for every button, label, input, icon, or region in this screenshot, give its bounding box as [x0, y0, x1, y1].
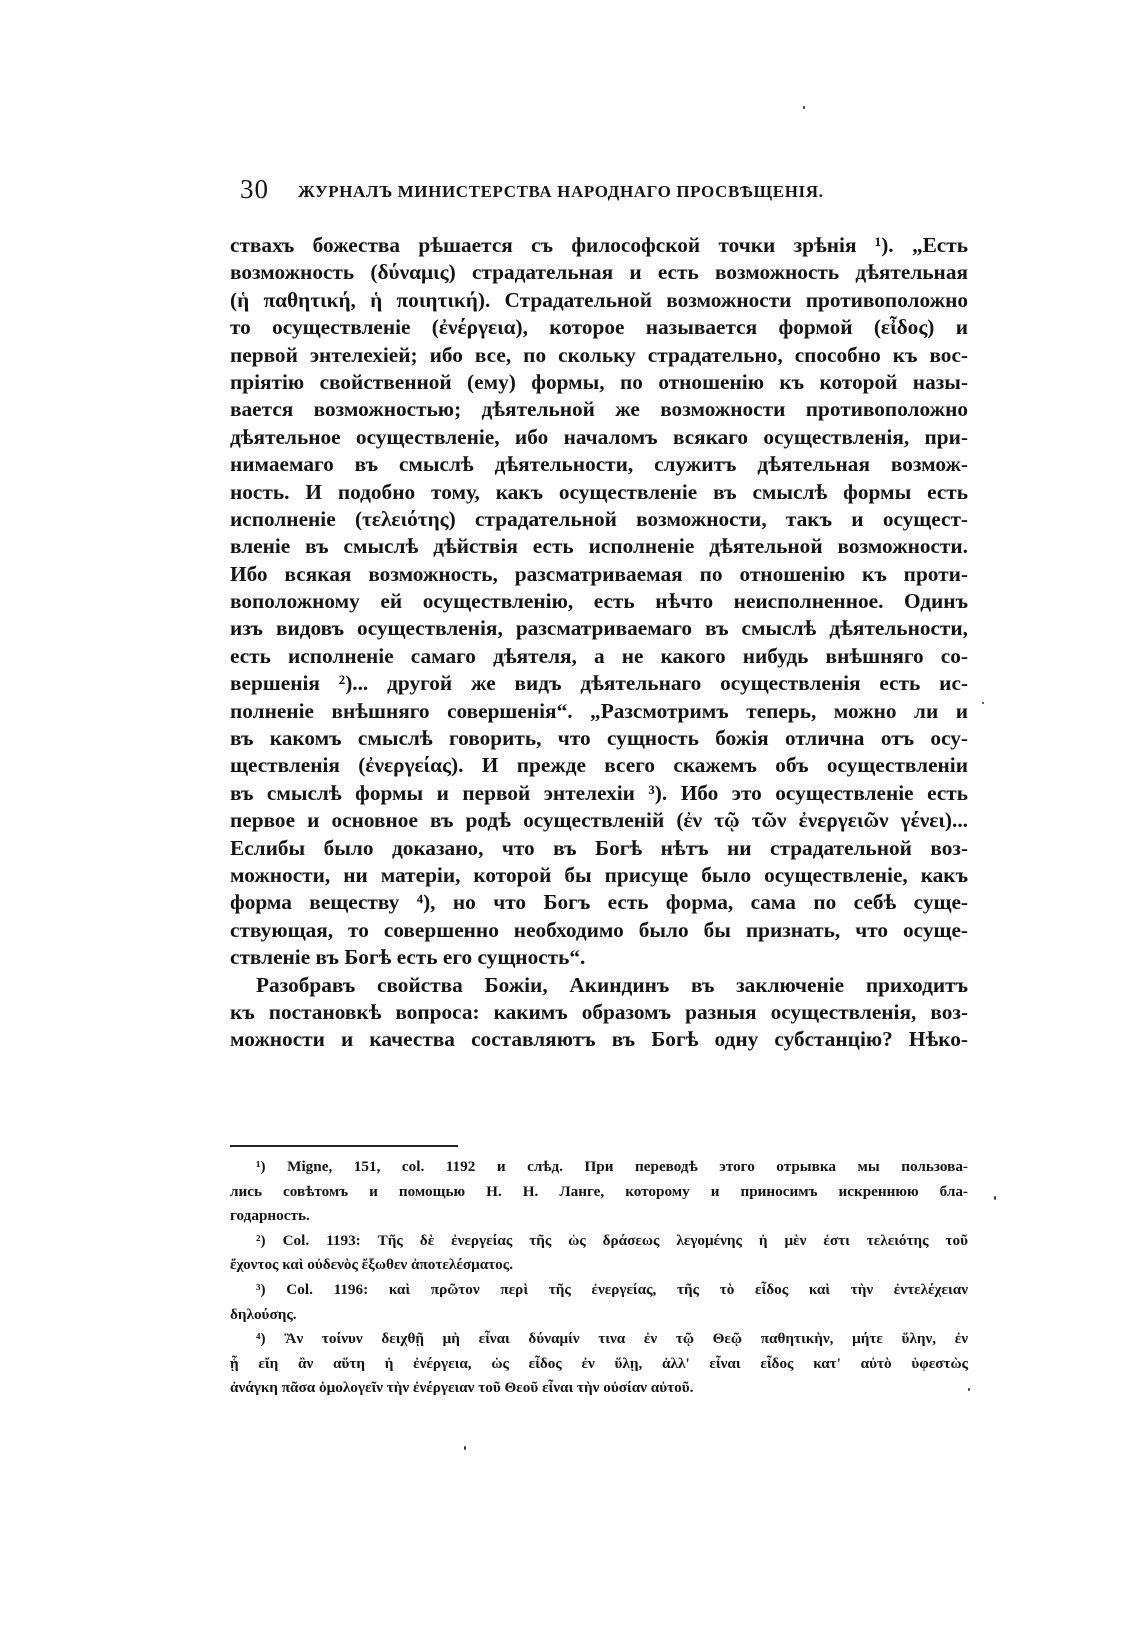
text-line: нимаемаго въ смыслѣ дѣятельности, служитъ дѣятельная возмож- [230, 452, 968, 477]
text-line: къ постановкѣ вопроса: какимъ образомъ разныя осуществленія, воз- [230, 999, 968, 1024]
text-line: ствахъ божества рѣшается съ философской точки зрѣнія ¹). „Есть [230, 233, 968, 257]
scan-speck [464, 1446, 466, 1450]
text-line: Ибо всякая возможность, разсматриваемая по отношенію къ проти- [230, 561, 968, 586]
running-title: ЖУРНАЛЪ МИНИСТЕРСТВА НАРОДНАГО ПРОСВѢЩЕНІЯ. [298, 182, 824, 201]
footnote-line: δηλούσης. [230, 1305, 297, 1323]
text-line: пріятію свойственной (ему) формы, по отношенію къ которой назы- [230, 369, 968, 394]
text-line: полненіе внѣшняго совершенія“. „Разсмотримъ теперь, можно ли и [230, 698, 968, 723]
text-line: ществленія (ἐνεργείας). И прежде всего скажемъ объ осуществленіи [230, 753, 968, 778]
text-line: вленіе въ смыслѣ дѣйствія есть исполненіе дѣятельной возможности. [230, 534, 968, 559]
text-line: вершенія ²)... другой же видъ дѣятельнаго осуществленія есть ис- [230, 671, 968, 696]
text-line: есть исполненіе самаго дѣятеля, а не какого нибудь внѣшняго со- [230, 643, 968, 668]
text-line: ствующая, то совершенно необходимо было бы признать, что осуще- [230, 917, 968, 942]
text-line: изъ видовъ осуществленія, разсматриваемаго въ смыслѣ дѣятельности, [230, 616, 968, 641]
footnote-line: ⁴) Ἂν τοίνυν δειχθῇ μὴ εἶναι δύναμίν τινα ἐν τῷ Θεῷ παθητικὴν, μήτε ὕλην, ἐν [256, 1330, 968, 1348]
footnotes [230, 1155, 968, 1401]
footnote-line: ᾗ εἴη ἂν αὕτη ἡ ἐνέργεια, ὡς εἶδος ἐν ὕλῃ, ἀλλ' εἶναι εἶδος κατ' αὐτὸ ὑφεστὼς [230, 1354, 968, 1372]
text-line: первое и основное въ родѣ осуществленій (ἐν τῷ τῶν ἐνεργειῶν γένει)... [230, 808, 968, 833]
footnote-line: ²) Col. 1193: Τῆς δὲ ἐνεργείας τῆς ὡς δράσεως λεγομένης ἡ μὲν ἐστι τελειότης τοῦ [256, 1231, 968, 1249]
scan-speck [982, 702, 984, 704]
text-line: вается возможностью; дѣятельной же возможности противоположно [230, 397, 968, 422]
text-line: можности и качества составляютъ въ Богѣ одну субстанцію? Нѣко- [230, 1027, 968, 1052]
footnote-line: ἔχοντος καὶ οὐδενὸς ἔξωθεν ἀποτελέσματος. [230, 1256, 513, 1274]
footnote-line: ³) Col. 1196: καὶ πρῶτον περὶ τῆς ἐνεργείας, τῆς τὸ εἶδος καὶ τὴν ἐντελέχειαν [256, 1280, 968, 1298]
text-line: воположному ей осуществленію, есть нѣчто неисполненное. Одинъ [230, 589, 968, 614]
text-line: первой энтелехіей; ибо все, по скольку страдательно, способно къ вос- [230, 342, 968, 367]
text-line: дѣятельное осуществленіе, ибо началомъ всякаго осуществленія, при- [230, 424, 968, 449]
footnote-line: лись совѣтомъ и помощью Н. Н. Ланге, которому и приносимъ искреннюю бла- [230, 1182, 968, 1200]
text-line: то осуществленіе (ἐνέργεια), которое называется формой (εἶδος) и [230, 315, 968, 340]
text-line: Еслибы было доказано, что въ Богѣ нѣтъ ни страдательной воз- [230, 835, 968, 860]
main-text [230, 232, 968, 1054]
footnote-line: годарность. [230, 1207, 310, 1225]
paragraph-start-line: Разобравъ свойства Божіи, Акиндинъ въ заключеніе приходитъ [256, 972, 968, 997]
text-line: форма веществу ⁴), но что Богъ есть форма, сама по себѣ суще- [230, 890, 968, 915]
footnote-divider [230, 1145, 458, 1147]
scan-speck [994, 1196, 996, 1200]
text-line: возможность (δύναμις) страдательная и есть возможность дѣятельная [230, 260, 968, 285]
scan-speck [968, 1388, 970, 1391]
text-line: можности, ни матеріи, которой бы присуще было осуществленіе, какъ [230, 862, 968, 887]
text-line: ствленіе въ Богѣ есть его сущность“. [230, 945, 586, 970]
scan-speck [803, 106, 805, 109]
page-number: 30 [240, 174, 269, 204]
text-line: ность. И подобно тому, какъ осуществленіе въ смыслѣ формы есть [230, 479, 968, 504]
footnote-line: ἀνάγκη πᾶσα ὁμολογεῖν τὴν ἐνέργειαν τοῦ Θεοῦ εἶναι τὴν οὐσίαν αὐτοῦ. [230, 1379, 694, 1397]
text-line: исполненіе (τελειότης) страдательной возможности, такъ и осущест- [230, 506, 968, 531]
text-line: въ смыслѣ формы и первой энтелехіи ³). Ибо это осуществленіе есть [230, 780, 968, 805]
text-line: въ какомъ смыслѣ говорить, что сущность божія отлична отъ осу- [230, 726, 968, 751]
text-line: (ἡ παθητική, ἡ ποιητική). Страдательной возможности противоположно [230, 287, 968, 312]
footnote-line: ¹) Migne, 151, col. 1192 и слѣд. При переводѣ этого отрывка мы пользова- [256, 1158, 968, 1175]
